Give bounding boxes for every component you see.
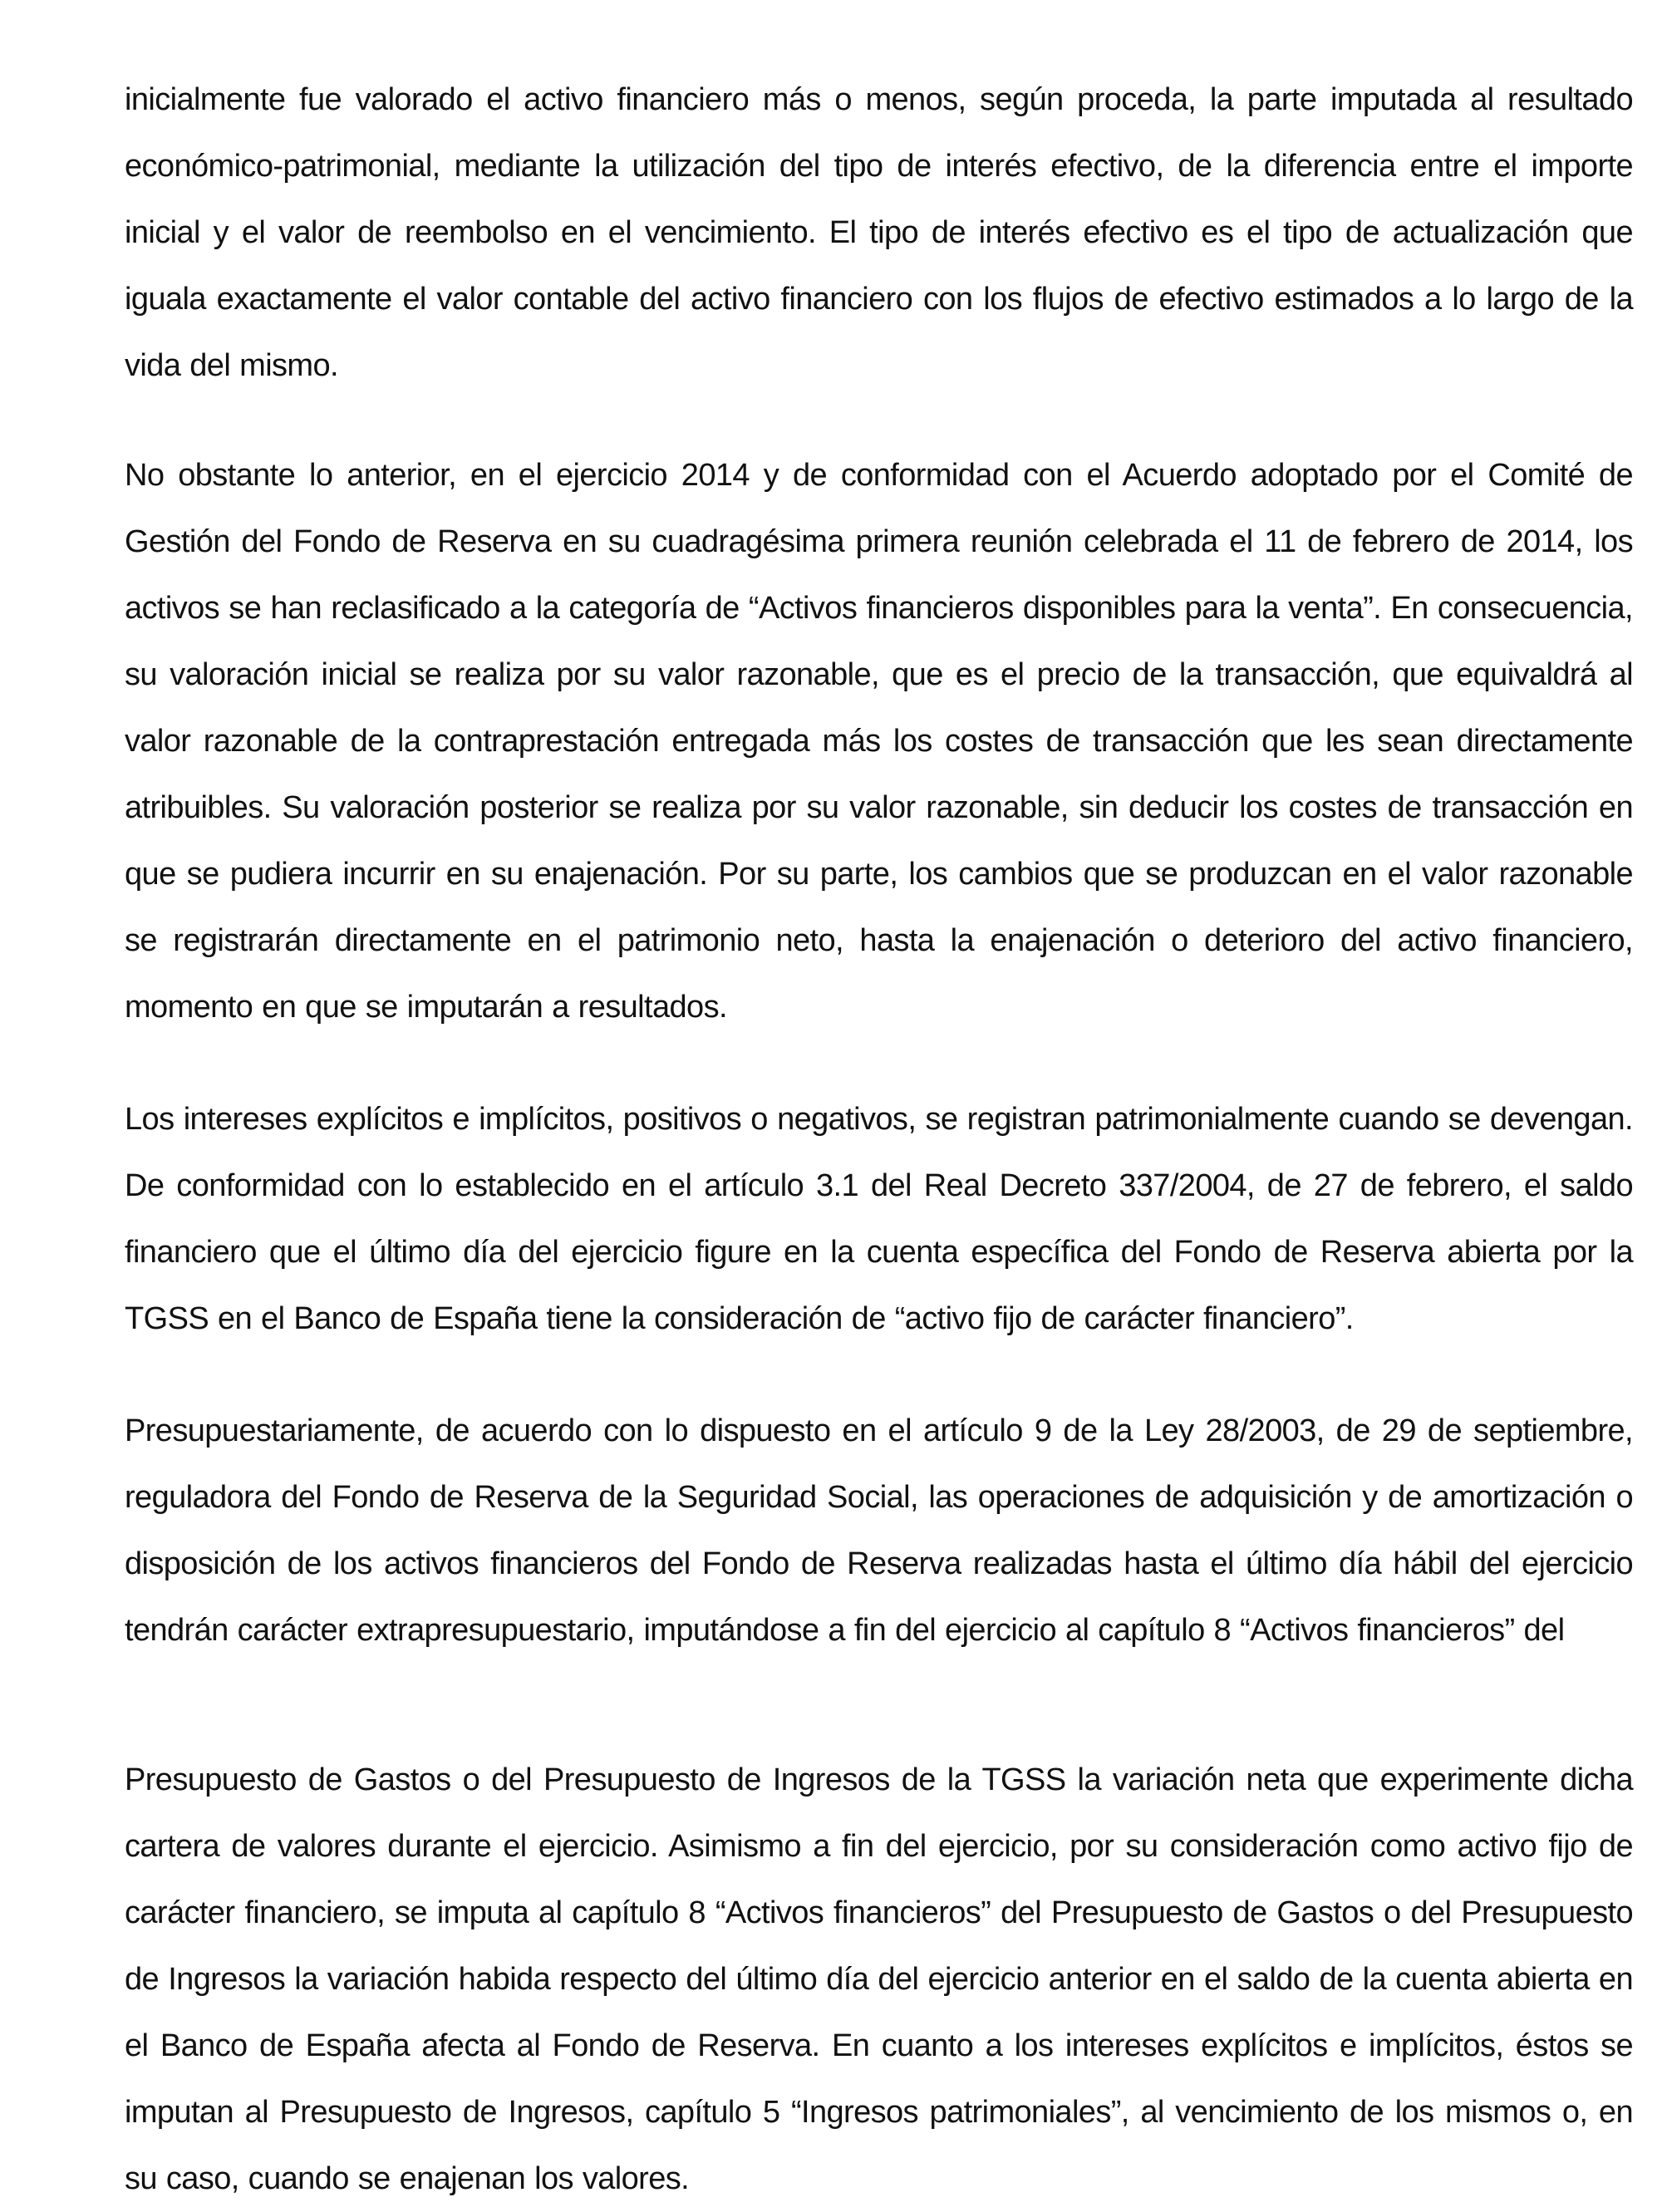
paragraph-3: Los intereses explícitos e implícitos, positivos o negativos, se registran patrimonialmente cuando se devengan. De conformidad con lo establecido en el artículo 3.1 del Real Decreto 337/2004, de 27 de febrero, el saldo financiero que el último día del ejercicio figure en la cuenta específica del Fondo de Reserva abierta por la TGSS en el Banco de España tiene la consideración de “activo fijo de carácter financiero”. bbox=[125, 1102, 1633, 1336]
document-page bbox=[125, 66, 1633, 2212]
paragraph-4: Presupuestariamente, de acuerdo con lo dispuesto en el artículo 9 de la Ley 28/2003, de 29 de septiembre, reguladora del Fondo de Reserva de la Seguridad Social, las operaciones de adquisición y de amortización o disposición de los activos financieros del Fondo de Reserva realizadas hasta el último día hábil del ejercicio tendrán carácter extrapresupuestario, imputándose a fin del ejercicio al capítulo 8 “Activos financieros” del bbox=[125, 1413, 1633, 1648]
paragraph-5: Presupuesto de Gastos o del Presupuesto de Ingresos de la TGSS la variación neta que experimente dicha cartera de valores durante el ejercicio. Asimismo a fin del ejercicio, por su consideración como activo fijo de carácter financiero, se imputa al capítulo 8 “Activos financieros” del Presupuesto de Gastos o del Presupuesto de Ingresos la variación habida respecto del último día del ejercicio anterior en el saldo de la cuenta abierta en el Banco de España afecta al Fondo de Reserva. En cuanto a los intereses explícitos e implícitos, éstos se imputan al Presupuesto de Ingresos, capítulo 5 “Ingresos patrimoniales”, al vencimiento de los mismos o, en su caso, cuando se enajenan los valores. bbox=[125, 1762, 1633, 2196]
paragraph-2: No obstante lo anterior, en el ejercicio 2014 y de conformidad con el Acuerdo adoptado por el Comité de Gestión del Fondo de Reserva en su cuadragésima primera reunión celebrada el 11 de febrero de 2014, los activos se han reclasificado a la categoría de “Activos financieros disponibles para la venta”. En consecuencia, su valoración inicial se realiza por su valor razonable, que es el precio de la transacción, que equivaldrá al valor razonable de la contraprestación entregada más los costes de transacción que les sean directamente atribuibles. Su valoración posterior se realiza por su valor razonable, sin deducir los costes de transacción en que se pudiera incurrir en su enajenación. Por su parte, los cambios que se produzcan en el valor razonable se registrarán directamente en el patrimonio neto, hasta la enajenación o deterioro del activo financiero, momento en que se imputarán a resultados. bbox=[125, 458, 1633, 1025]
paragraph-1: inicialmente fue valorado el activo financiero más o menos, según proceda, la parte imputada al resultado económico-patrimonial, mediante la utilización del tipo de interés efectivo, de la diferencia entre el importe inicial y el valor de reembolso en el vencimiento. El tipo de interés efectivo es el tipo de actualización que iguala exactamente el valor contable del activo financiero con los flujos de efectivo estimados a lo largo de la vida del mismo. bbox=[125, 82, 1633, 383]
